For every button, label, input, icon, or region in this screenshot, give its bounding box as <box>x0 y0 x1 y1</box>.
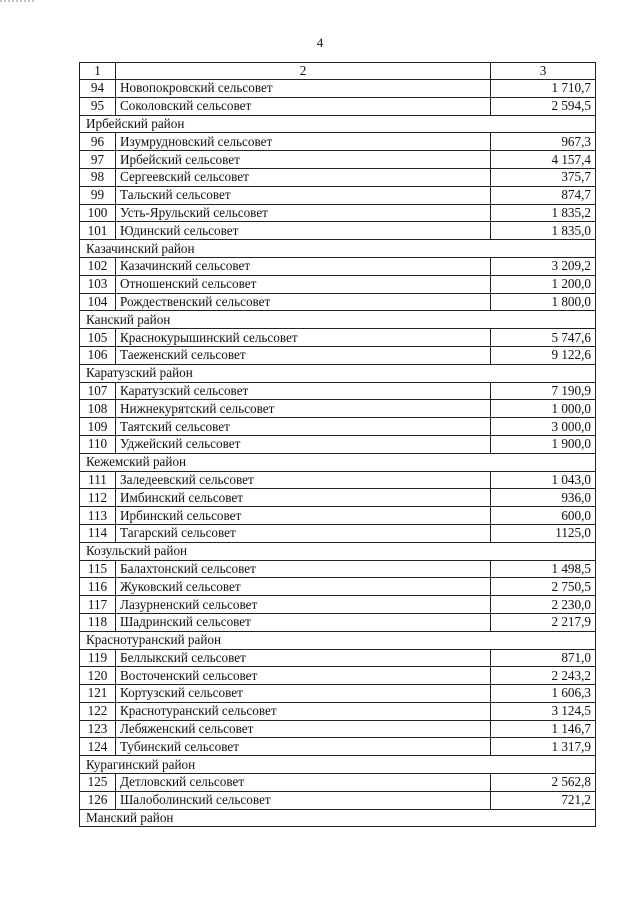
table-row <box>80 738 596 756</box>
row-number: 108 <box>80 400 116 418</box>
district-name: Курагинский район <box>80 756 596 774</box>
row-number: 95 <box>80 97 116 115</box>
settlement-name: Ирбейский сельсовет <box>116 151 491 169</box>
table-row <box>80 80 596 98</box>
district-row <box>80 453 596 471</box>
table-row <box>80 435 596 453</box>
row-number: 96 <box>80 133 116 151</box>
amount-value: 874,7 <box>491 186 596 204</box>
settlement-name: Соколовский сельсовет <box>116 97 491 115</box>
table-row <box>80 489 596 507</box>
row-number: 120 <box>80 667 116 685</box>
allocation-table <box>79 62 596 827</box>
amount-value: 4 157,4 <box>491 151 596 169</box>
table-row <box>80 400 596 418</box>
row-number: 117 <box>80 596 116 614</box>
district-row <box>80 542 596 560</box>
settlement-name: Кортузский сельсовет <box>116 685 491 703</box>
amount-value: 1 710,7 <box>491 80 596 98</box>
row-number: 119 <box>80 649 116 667</box>
settlement-name: Юдинский сельсовет <box>116 222 491 240</box>
district-name: Ирбейский район <box>80 115 596 133</box>
settlement-name: Рождественский сельсовет <box>116 293 491 311</box>
row-number: 123 <box>80 720 116 738</box>
settlement-name: Лебяженский сельсовет <box>116 720 491 738</box>
settlement-name: Усть-Ярульский сельсовет <box>116 204 491 222</box>
amount-value: 1 146,7 <box>491 720 596 738</box>
settlement-name: Отношенский сельсовет <box>116 275 491 293</box>
district-row <box>80 364 596 382</box>
table-row <box>80 97 596 115</box>
settlement-name: Имбинский сельсовет <box>116 489 491 507</box>
settlement-name: Тальский сельсовет <box>116 186 491 204</box>
table-row <box>80 204 596 222</box>
row-number: 126 <box>80 791 116 809</box>
district-row <box>80 240 596 258</box>
settlement-name: Жуковский сельсовет <box>116 578 491 596</box>
district-name: Кежемский район <box>80 453 596 471</box>
table-row <box>80 293 596 311</box>
settlement-name: Краснотуранский сельсовет <box>116 702 491 720</box>
amount-value: 967,3 <box>491 133 596 151</box>
table-row <box>80 702 596 720</box>
district-row <box>80 311 596 329</box>
row-number: 98 <box>80 168 116 186</box>
row-number: 116 <box>80 578 116 596</box>
settlement-name: Сергеевский сельсовет <box>116 168 491 186</box>
row-number: 124 <box>80 738 116 756</box>
settlement-name: Изумрудновский сельсовет <box>116 133 491 151</box>
settlement-name: Тубинский сельсовет <box>116 738 491 756</box>
scan-edge-mark <box>0 0 40 6</box>
table-header-row <box>80 63 596 80</box>
district-row <box>80 756 596 774</box>
amount-value: 9 122,6 <box>491 346 596 364</box>
amount-value: 1 606,3 <box>491 685 596 703</box>
settlement-name: Восточенский сельсовет <box>116 667 491 685</box>
amount-value: 1 835,0 <box>491 222 596 240</box>
table-row <box>80 418 596 436</box>
row-number: 94 <box>80 80 116 98</box>
district-row <box>80 809 596 827</box>
table-body <box>80 63 596 827</box>
table-row <box>80 524 596 542</box>
table-row <box>80 667 596 685</box>
header-col-3: 3 <box>491 63 596 80</box>
amount-value: 1 043,0 <box>491 471 596 489</box>
table-row <box>80 596 596 614</box>
row-number: 111 <box>80 471 116 489</box>
amount-value: 2 594,5 <box>491 97 596 115</box>
district-name: Канский район <box>80 311 596 329</box>
table-row <box>80 471 596 489</box>
amount-value: 3 124,5 <box>491 702 596 720</box>
settlement-name: Новопокровский сельсовет <box>116 80 491 98</box>
amount-value: 871,0 <box>491 649 596 667</box>
table-row <box>80 507 596 525</box>
table-row <box>80 257 596 275</box>
row-number: 100 <box>80 204 116 222</box>
amount-value: 1 800,0 <box>491 293 596 311</box>
row-number: 114 <box>80 524 116 542</box>
row-number: 101 <box>80 222 116 240</box>
table-row <box>80 275 596 293</box>
row-number: 102 <box>80 257 116 275</box>
amount-value: 1 835,2 <box>491 204 596 222</box>
district-name: Козульский район <box>80 542 596 560</box>
header-col-2: 2 <box>116 63 491 80</box>
table-row <box>80 168 596 186</box>
settlement-name: Шадринский сельсовет <box>116 613 491 631</box>
district-name: Манский район <box>80 809 596 827</box>
settlement-name: Балахтонский сельсовет <box>116 560 491 578</box>
row-number: 118 <box>80 613 116 631</box>
settlement-name: Краснокурышинский сельсовет <box>116 329 491 347</box>
table-row <box>80 329 596 347</box>
row-number: 107 <box>80 382 116 400</box>
amount-value: 5 747,6 <box>491 329 596 347</box>
amount-value: 2 562,8 <box>491 774 596 792</box>
settlement-name: Таеженский сельсовет <box>116 346 491 364</box>
table-row <box>80 560 596 578</box>
settlement-name: Ирбинский сельсовет <box>116 507 491 525</box>
settlement-name: Беллыкский сельсовет <box>116 649 491 667</box>
table-row <box>80 346 596 364</box>
amount-value: 1125,0 <box>491 524 596 542</box>
table-row <box>80 133 596 151</box>
table-row <box>80 649 596 667</box>
row-number: 105 <box>80 329 116 347</box>
row-number: 122 <box>80 702 116 720</box>
header-col-1: 1 <box>80 63 116 80</box>
amount-value: 1 498,5 <box>491 560 596 578</box>
amount-value: 1 200,0 <box>491 275 596 293</box>
row-number: 99 <box>80 186 116 204</box>
amount-value: 1 900,0 <box>491 435 596 453</box>
amount-value: 7 190,9 <box>491 382 596 400</box>
settlement-name: Заледеевский сельсовет <box>116 471 491 489</box>
settlement-name: Уджейский сельсовет <box>116 435 491 453</box>
amount-value: 2 243,2 <box>491 667 596 685</box>
amount-value: 3 000,0 <box>491 418 596 436</box>
table-row <box>80 222 596 240</box>
amount-value: 375,7 <box>491 168 596 186</box>
table-row <box>80 720 596 738</box>
district-name: Краснотуранский район <box>80 631 596 649</box>
district-name: Казачинский район <box>80 240 596 258</box>
table-row <box>80 791 596 809</box>
settlement-name: Тагарский сельсовет <box>116 524 491 542</box>
amount-value: 721,2 <box>491 791 596 809</box>
table-row <box>80 685 596 703</box>
table-row <box>80 186 596 204</box>
row-number: 104 <box>80 293 116 311</box>
row-number: 103 <box>80 275 116 293</box>
table-row <box>80 613 596 631</box>
amount-value: 2 230,0 <box>491 596 596 614</box>
district-row <box>80 631 596 649</box>
settlement-name: Каратузский сельсовет <box>116 382 491 400</box>
row-number: 125 <box>80 774 116 792</box>
table-row <box>80 382 596 400</box>
row-number: 97 <box>80 151 116 169</box>
settlement-name: Детловский сельсовет <box>116 774 491 792</box>
amount-value: 1 317,9 <box>491 738 596 756</box>
row-number: 109 <box>80 418 116 436</box>
row-number: 121 <box>80 685 116 703</box>
amount-value: 936,0 <box>491 489 596 507</box>
settlement-name: Нижнекурятский сельсовет <box>116 400 491 418</box>
row-number: 110 <box>80 435 116 453</box>
table-row <box>80 774 596 792</box>
row-number: 115 <box>80 560 116 578</box>
row-number: 112 <box>80 489 116 507</box>
settlement-name: Шалоболинский сельсовет <box>116 791 491 809</box>
settlement-name: Таятский сельсовет <box>116 418 491 436</box>
table-row <box>80 578 596 596</box>
amount-value: 600,0 <box>491 507 596 525</box>
amount-value: 2 750,5 <box>491 578 596 596</box>
page-number: 4 <box>316 35 324 50</box>
settlement-name: Казачинский сельсовет <box>116 257 491 275</box>
row-number: 106 <box>80 346 116 364</box>
row-number: 113 <box>80 507 116 525</box>
amount-value: 1 000,0 <box>491 400 596 418</box>
table-row <box>80 151 596 169</box>
amount-value: 2 217,9 <box>491 613 596 631</box>
district-name: Каратузский район <box>80 364 596 382</box>
amount-value: 3 209,2 <box>491 257 596 275</box>
district-row <box>80 115 596 133</box>
settlement-name: Лазурненский сельсовет <box>116 596 491 614</box>
